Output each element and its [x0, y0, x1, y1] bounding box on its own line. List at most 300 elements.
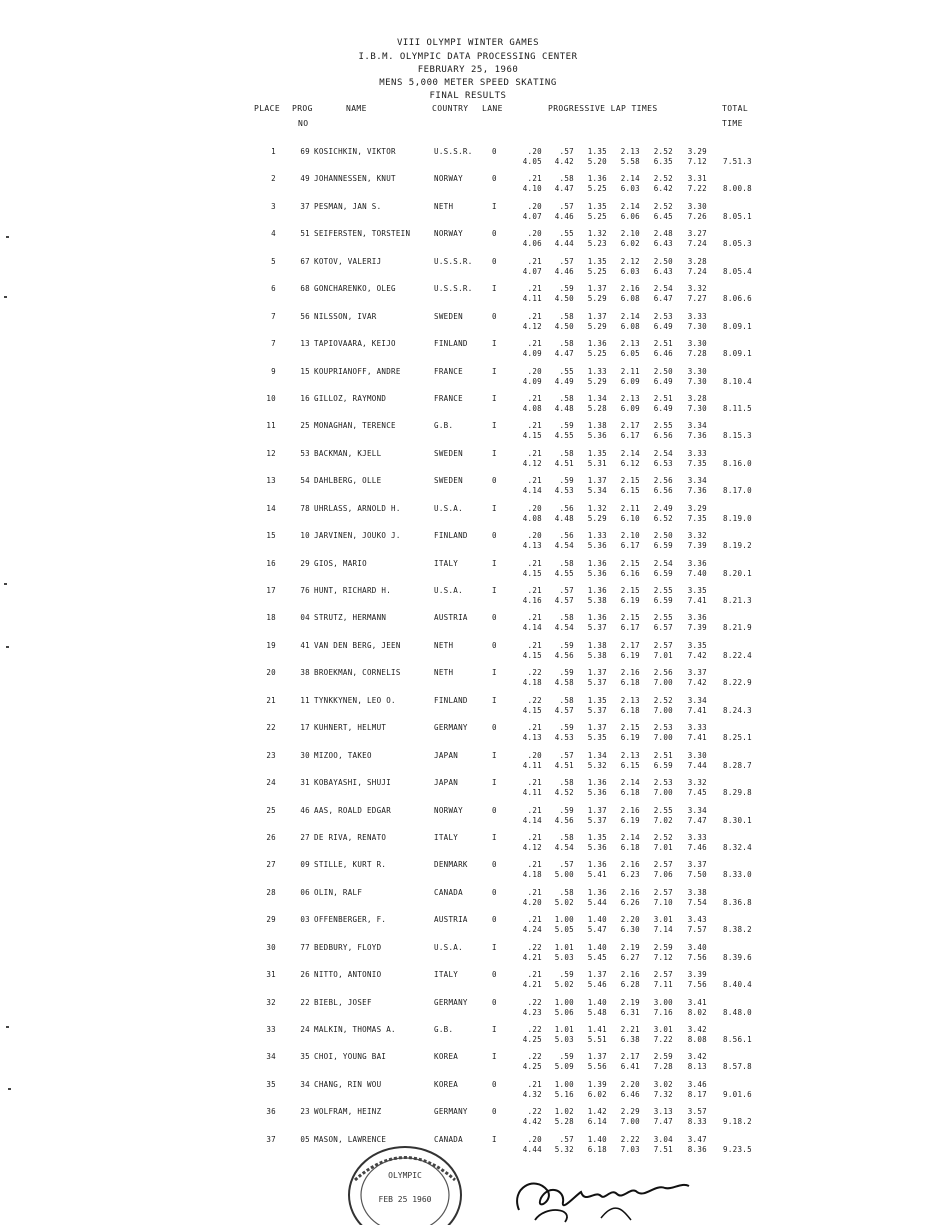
lap-time-cell: 2.11 — [620, 366, 640, 376]
lap-time-cell: 2.11 — [620, 503, 640, 513]
lap-time-cell: 6.26 — [620, 897, 640, 907]
lap-time-cell: 4.50 — [554, 294, 574, 304]
lap-time-cell: 4.07 — [522, 211, 542, 221]
lap-time-cell: 6.27 — [620, 952, 640, 962]
total-time-cell: 8.24.3 — [723, 705, 752, 715]
lap-time-cell: 1.37 — [587, 805, 607, 815]
result-row — [0, 826, 936, 853]
lap-time-cell: 3.29 — [687, 503, 707, 513]
lap-time-cell: 3.41 — [687, 997, 707, 1007]
lane-cell: I — [492, 750, 497, 760]
lap-time-cell: .55 — [559, 229, 574, 239]
country-cell: NORWAY — [434, 174, 463, 184]
place-cell: 29 — [266, 915, 276, 925]
lap-time-cell: 6.38 — [620, 1035, 640, 1044]
lap-time-cell: 2.13 — [620, 339, 640, 349]
lap-time-cell: 6.35 — [653, 157, 673, 166]
lap-time-cell: .21 — [527, 970, 542, 980]
lap-time-cell: .58 — [559, 174, 574, 184]
lap-time-cell: 3.02 — [653, 1079, 673, 1089]
lap-time-cell: 2.16 — [620, 887, 640, 897]
lap-time-cell: .21 — [527, 558, 542, 568]
place-cell: 30 — [266, 942, 276, 952]
athlete-name-cell: GIOS, MARIO — [314, 558, 367, 568]
lap-time-cell: 7.10 — [653, 897, 673, 907]
lane-cell: 0 — [492, 1107, 497, 1117]
lap-time-cell: 8.17 — [687, 1089, 707, 1099]
lap-time-cell: 2.52 — [653, 832, 673, 842]
lap-time-cell: 1.35 — [587, 147, 607, 156]
lap-time-cell: 4.15 — [522, 568, 542, 578]
lap-time-cell: 3.36 — [687, 558, 707, 568]
lap-time-cell: 2.50 — [653, 366, 673, 376]
col-lane-header: LANE — [482, 104, 503, 113]
athlete-name-cell: AAS, ROALD EDGAR — [314, 805, 392, 815]
col-country-header: COUNTRY — [432, 104, 469, 113]
lap-time-cell: 1.34 — [587, 750, 607, 760]
prog-no-cell: 34 — [300, 1079, 310, 1089]
lap-time-cell: 6.53 — [653, 458, 673, 468]
lap-time-cell: .21 — [527, 832, 542, 842]
lap-time-cell: 6.05 — [620, 349, 640, 359]
lap-time-cell: 5.35 — [587, 733, 607, 743]
lap-time-cell: 2.57 — [653, 887, 673, 897]
lap-time-cell: 3.34 — [687, 476, 707, 486]
lap-time-cell: 4.25 — [522, 1062, 542, 1072]
country-cell: AUSTRIA — [434, 915, 468, 925]
lane-cell: I — [492, 1025, 497, 1034]
lap-time-cell: 2.13 — [620, 147, 640, 156]
lap-time-cell: 1.37 — [587, 723, 607, 733]
lap-time-cell: 5.29 — [587, 294, 607, 304]
prog-no-cell: 27 — [300, 832, 310, 842]
result-row — [0, 332, 936, 359]
place-cell: 31 — [266, 970, 276, 980]
athlete-name-cell: KOBAYASHI, SHUJI — [314, 778, 392, 788]
lap-time-cell: .22 — [527, 668, 542, 678]
lap-time-cell: 6.19 — [620, 815, 640, 825]
scan-speck — [4, 583, 7, 585]
lap-time-cell: 2.17 — [620, 421, 640, 431]
lap-time-cell: 3.40 — [687, 942, 707, 952]
lap-time-cell: 4.32 — [522, 1089, 542, 1099]
lap-time-cell: 6.09 — [620, 403, 640, 413]
country-cell: AUSTRIA — [434, 613, 468, 623]
lap-time-cell: 3.01 — [653, 1025, 673, 1034]
lap-time-cell: 2.55 — [653, 586, 673, 595]
lap-time-cell: 7.51 — [653, 1144, 673, 1154]
place-cell: 18 — [266, 613, 276, 623]
lap-time-cell: 3.32 — [687, 531, 707, 541]
lap-time-cell: 2.16 — [620, 668, 640, 678]
lap-time-cell: 6.42 — [653, 184, 673, 194]
lap-time-cell: 2.54 — [653, 448, 673, 458]
athlete-name-cell: UHRLASS, ARNOLD H. — [314, 503, 401, 513]
result-row — [0, 497, 936, 524]
lap-time-cell: .59 — [559, 1052, 574, 1062]
lap-time-cell: .21 — [527, 805, 542, 815]
lane-cell: I — [492, 586, 497, 595]
lane-cell: 0 — [492, 476, 497, 486]
lap-time-cell: 1.40 — [587, 915, 607, 925]
lap-time-cell: 1.35 — [587, 695, 607, 705]
lap-time-cell: 7.00 — [653, 678, 673, 688]
lap-time-cell: .59 — [559, 723, 574, 733]
lap-time-cell: 5.44 — [587, 897, 607, 907]
lap-time-cell: 7.00 — [620, 1117, 640, 1127]
lane-cell: I — [492, 832, 497, 842]
lap-time-cell: 5.32 — [554, 1144, 574, 1154]
total-time-cell: 8.11.5 — [723, 403, 752, 413]
lap-time-cell: 6.56 — [653, 431, 673, 441]
country-cell: NETH — [434, 668, 454, 678]
lap-time-cell: 4.48 — [554, 513, 574, 523]
lap-time-cell: .22 — [527, 1052, 542, 1062]
lap-time-cell: 5.20 — [587, 157, 607, 166]
lap-time-cell: 5.36 — [587, 788, 607, 798]
lap-time-cell: 1.33 — [587, 531, 607, 541]
lap-time-cell: 3.13 — [653, 1107, 673, 1117]
lap-time-cell: 1.32 — [587, 503, 607, 513]
scan-speck — [4, 296, 7, 298]
lap-time-cell: 6.09 — [620, 376, 640, 386]
result-row — [0, 744, 936, 771]
lap-time-cell: 6.41 — [620, 1062, 640, 1072]
lane-cell: 0 — [492, 311, 497, 321]
lap-time-cell: 1.33 — [587, 366, 607, 376]
lap-time-cell: 4.57 — [554, 596, 574, 605]
place-cell: 3 — [271, 201, 276, 211]
result-row — [0, 250, 936, 277]
lap-time-cell: 5.37 — [587, 815, 607, 825]
result-row — [0, 634, 936, 661]
place-cell: 11 — [266, 421, 276, 431]
lap-time-cell: 2.55 — [653, 421, 673, 431]
athlete-name-cell: KOUPRIANOFF, ANDRE — [314, 366, 401, 376]
lap-time-cell: 7.47 — [687, 815, 707, 825]
country-cell: U.S.S.R. — [434, 284, 473, 294]
result-row — [0, 524, 936, 551]
lap-time-cell: 1.35 — [587, 448, 607, 458]
lap-time-cell: 6.59 — [653, 596, 673, 605]
place-cell: 37 — [266, 1134, 276, 1144]
lap-time-cell: 8.13 — [687, 1062, 707, 1072]
athlete-name-cell: BACKMAN, KJELL — [314, 448, 382, 458]
lap-time-cell: .57 — [559, 586, 574, 595]
lap-time-cell: .21 — [527, 586, 542, 595]
lap-time-cell: .21 — [527, 174, 542, 184]
country-cell: ITALY — [434, 832, 459, 842]
place-cell: 16 — [266, 558, 276, 568]
lap-time-cell: 2.22 — [620, 1134, 640, 1144]
doc-title: VIII OLYMPI WINTER GAMES — [396, 38, 540, 48]
athlete-name-cell: NILSSON, IVAR — [314, 311, 377, 321]
prog-no-cell: 29 — [300, 558, 310, 568]
lap-time-cell: 5.38 — [587, 650, 607, 660]
lap-time-cell: 2.52 — [653, 201, 673, 211]
lap-time-cell: 4.13 — [522, 733, 542, 743]
country-cell: FINLAND — [434, 531, 468, 541]
result-row — [0, 469, 936, 496]
doc-results-label: FINAL RESULTS — [429, 91, 507, 101]
lap-time-cell: 4.46 — [554, 266, 574, 276]
place-cell: 9 — [271, 366, 276, 376]
lap-time-cell: 6.19 — [620, 650, 640, 660]
lap-time-cell: 7.00 — [653, 705, 673, 715]
lap-time-cell: 4.58 — [554, 678, 574, 688]
lap-time-cell: .21 — [527, 284, 542, 294]
prog-no-cell: 51 — [300, 229, 310, 239]
lap-time-cell: 3.42 — [687, 1052, 707, 1062]
scan-speck — [6, 1026, 9, 1028]
result-row — [0, 799, 936, 826]
lap-time-cell: 7.50 — [687, 870, 707, 880]
lap-time-cell: .58 — [559, 778, 574, 788]
total-time-cell: 8.29.8 — [723, 788, 752, 798]
lap-time-cell: .59 — [559, 970, 574, 980]
total-time-cell: 8.05.4 — [723, 266, 752, 276]
prog-no-cell: 77 — [300, 942, 310, 952]
lap-time-cell: 6.15 — [620, 760, 640, 770]
result-row — [0, 414, 936, 441]
lane-cell: I — [492, 201, 497, 211]
lane-cell: 0 — [492, 915, 497, 925]
lap-time-cell: 6.18 — [620, 788, 640, 798]
lap-time-cell: 5.29 — [587, 513, 607, 523]
athlete-name-cell: STRUTZ, HERMANN — [314, 613, 387, 623]
lap-time-cell: 5.34 — [587, 486, 607, 496]
place-cell: 22 — [266, 723, 276, 733]
lap-time-cell: 7.22 — [653, 1035, 673, 1044]
place-cell: 26 — [266, 832, 276, 842]
lap-time-cell: .58 — [559, 311, 574, 321]
col-prog-no-header: NO — [298, 119, 309, 128]
total-time-cell: 8.05.3 — [723, 239, 752, 249]
lap-time-cell: 7.28 — [687, 349, 707, 359]
lane-cell: I — [492, 942, 497, 952]
country-cell: ITALY — [434, 558, 459, 568]
lap-time-cell: 4.20 — [522, 897, 542, 907]
lap-time-cell: 2.20 — [620, 1079, 640, 1089]
country-cell: DENMARK — [434, 860, 468, 870]
lap-time-cell: 4.21 — [522, 980, 542, 990]
col-total-header: TOTAL — [722, 104, 749, 113]
athlete-name-cell: MALKIN, THOMAS A. — [314, 1025, 396, 1034]
lap-time-cell: 4.08 — [522, 513, 542, 523]
lap-time-cell: 5.36 — [587, 431, 607, 441]
lap-time-cell: .21 — [527, 393, 542, 403]
total-time-cell: 8.09.1 — [723, 321, 752, 331]
lap-time-cell: 6.28 — [620, 980, 640, 990]
lap-time-cell: 4.11 — [522, 788, 542, 798]
lane-cell: I — [492, 284, 497, 294]
lap-time-cell: 1.36 — [587, 613, 607, 623]
lap-time-cell: 4.05 — [522, 157, 542, 166]
lap-time-cell: 4.18 — [522, 870, 542, 880]
lap-time-cell: .21 — [527, 613, 542, 623]
lap-time-cell: 7.39 — [687, 541, 707, 551]
result-row — [0, 853, 936, 880]
lap-time-cell: 8.08 — [687, 1035, 707, 1044]
lap-time-cell: 7.11 — [653, 980, 673, 990]
lap-time-cell: 5.23 — [587, 239, 607, 249]
athlete-name-cell: GILLOZ, RAYMOND — [314, 393, 387, 403]
lap-time-cell: 7.12 — [687, 157, 707, 166]
lap-time-cell: .21 — [527, 448, 542, 458]
total-time-cell: 8.16.0 — [723, 458, 752, 468]
lap-time-cell: 7.35 — [687, 513, 707, 523]
lap-time-cell: 3.33 — [687, 723, 707, 733]
lap-time-cell: 2.14 — [620, 174, 640, 184]
lap-time-cell: 7.01 — [653, 842, 673, 852]
lap-time-cell: .20 — [527, 503, 542, 513]
col-prog-header: PROG — [292, 104, 313, 113]
doc-event: MENS 5,000 METER SPEED SKATING — [379, 78, 557, 88]
lap-time-cell: 6.17 — [620, 541, 640, 551]
lap-time-cell: 7.30 — [687, 403, 707, 413]
lap-time-cell: 5.02 — [554, 897, 574, 907]
lap-time-cell: 2.20 — [620, 915, 640, 925]
country-cell: KOREA — [434, 1079, 459, 1089]
lap-time-cell: 4.13 — [522, 541, 542, 551]
total-time-cell: 8.19.0 — [723, 513, 752, 523]
lap-time-cell: 2.56 — [653, 476, 673, 486]
athlete-name-cell: DAHLBERG, OLLE — [314, 476, 382, 486]
lap-time-cell: 4.46 — [554, 211, 574, 221]
lap-time-cell: .59 — [559, 421, 574, 431]
lap-time-cell: .20 — [527, 1134, 542, 1144]
lap-time-cell: 2.54 — [653, 558, 673, 568]
prog-no-cell: 37 — [300, 201, 310, 211]
prog-no-cell: 24 — [300, 1025, 310, 1034]
lap-time-cell: 1.01 — [554, 1025, 574, 1034]
place-cell: 25 — [266, 805, 276, 815]
lap-time-cell: 2.53 — [653, 723, 673, 733]
lap-time-cell: .21 — [527, 778, 542, 788]
athlete-name-cell: NITTO, ANTONIO — [314, 970, 382, 980]
lap-time-cell: 4.21 — [522, 952, 542, 962]
lap-time-cell: .57 — [559, 860, 574, 870]
lap-time-cell: 3.29 — [687, 147, 707, 156]
lap-time-cell: .58 — [559, 887, 574, 897]
lap-time-cell: 4.51 — [554, 760, 574, 770]
lap-time-cell: 7.41 — [687, 596, 707, 605]
lap-time-cell: 7.35 — [687, 458, 707, 468]
lap-time-cell: 4.56 — [554, 815, 574, 825]
lane-cell: 0 — [492, 531, 497, 541]
lap-time-cell: 7.30 — [687, 321, 707, 331]
lap-time-cell: .56 — [559, 503, 574, 513]
lane-cell: 0 — [492, 640, 497, 650]
lap-time-cell: 1.02 — [554, 1107, 574, 1117]
lap-time-cell: .59 — [559, 476, 574, 486]
result-row — [0, 936, 936, 963]
lap-time-cell: .59 — [559, 668, 574, 678]
lap-time-cell: 6.03 — [620, 266, 640, 276]
prog-no-cell: 67 — [300, 256, 310, 266]
place-cell: 20 — [266, 668, 276, 678]
prog-no-cell: 03 — [300, 915, 310, 925]
lap-time-cell: .20 — [527, 229, 542, 239]
lap-time-cell: 7.40 — [687, 568, 707, 578]
lap-time-cell: 2.57 — [653, 970, 673, 980]
lap-time-cell: 1.34 — [587, 393, 607, 403]
result-row — [0, 552, 936, 579]
lap-time-cell: 4.42 — [554, 157, 574, 166]
place-cell: 10 — [266, 393, 276, 403]
prog-no-cell: 23 — [300, 1107, 310, 1117]
lap-time-cell: 2.15 — [620, 613, 640, 623]
lap-time-cell: 4.48 — [554, 403, 574, 413]
result-row — [0, 579, 936, 606]
place-cell: 32 — [266, 997, 276, 1007]
country-cell: U.S.A. — [434, 503, 463, 513]
lap-time-cell: 7.02 — [653, 815, 673, 825]
lap-time-cell: 5.37 — [587, 678, 607, 688]
lap-time-cell: 2.59 — [653, 1052, 673, 1062]
lap-time-cell: 5.37 — [587, 705, 607, 715]
place-cell: 17 — [266, 586, 276, 595]
result-row — [0, 908, 936, 935]
total-time-cell: 9.01.6 — [723, 1089, 752, 1099]
lap-time-cell: 2.56 — [653, 668, 673, 678]
lap-time-cell: 2.13 — [620, 393, 640, 403]
lap-time-cell: 5.03 — [554, 952, 574, 962]
lap-time-cell: 6.59 — [653, 568, 673, 578]
doc-subtitle: I.B.M. OLYMPIC DATA PROCESSING CENTER — [358, 52, 578, 62]
lap-time-cell: .56 — [559, 531, 574, 541]
place-cell: 33 — [266, 1025, 276, 1034]
lap-time-cell: 4.10 — [522, 184, 542, 194]
lap-time-cell: 2.10 — [620, 531, 640, 541]
lap-time-cell: 4.47 — [554, 349, 574, 359]
country-cell: G.B. — [434, 421, 454, 431]
lap-time-cell: .20 — [527, 147, 542, 156]
country-cell: NORWAY — [434, 805, 463, 815]
total-time-cell: 8.28.7 — [723, 760, 752, 770]
lap-time-cell: 2.55 — [653, 805, 673, 815]
lap-time-cell: 4.44 — [522, 1144, 542, 1154]
lap-time-cell: 4.57 — [554, 705, 574, 715]
lap-time-cell: 2.52 — [653, 147, 673, 156]
lap-time-cell: 2.17 — [620, 1052, 640, 1062]
country-cell: JAPAN — [434, 750, 459, 760]
lap-time-cell: 5.25 — [587, 211, 607, 221]
lap-time-cell: 6.19 — [620, 733, 640, 743]
athlete-name-cell: SEIFERSTEN, TORSTEIN — [314, 229, 411, 239]
prog-no-cell: 49 — [300, 174, 310, 184]
lap-time-cell: .57 — [559, 256, 574, 266]
lap-time-cell: 7.47 — [653, 1117, 673, 1127]
col-laps-header: PROGRESSIVE LAP TIMES — [548, 104, 658, 113]
prog-no-cell: 35 — [300, 1052, 310, 1062]
country-cell: CANADA — [434, 1134, 463, 1144]
lap-time-cell: 5.02 — [554, 980, 574, 990]
lap-time-cell: 2.49 — [653, 503, 673, 513]
lap-time-cell: 2.15 — [620, 723, 640, 733]
lap-time-cell: 7.42 — [687, 650, 707, 660]
lane-cell: 0 — [492, 256, 497, 266]
lap-time-cell: 4.12 — [522, 321, 542, 331]
lap-time-cell: 6.46 — [653, 349, 673, 359]
lap-time-cell: 4.14 — [522, 623, 542, 633]
lap-time-cell: 1.38 — [587, 640, 607, 650]
lap-time-cell: .58 — [559, 558, 574, 568]
athlete-name-cell: CHANG, RIN WOU — [314, 1079, 382, 1089]
lap-time-cell: .21 — [527, 640, 542, 650]
lap-time-cell: 4.14 — [522, 486, 542, 496]
lap-time-cell: 3.34 — [687, 695, 707, 705]
